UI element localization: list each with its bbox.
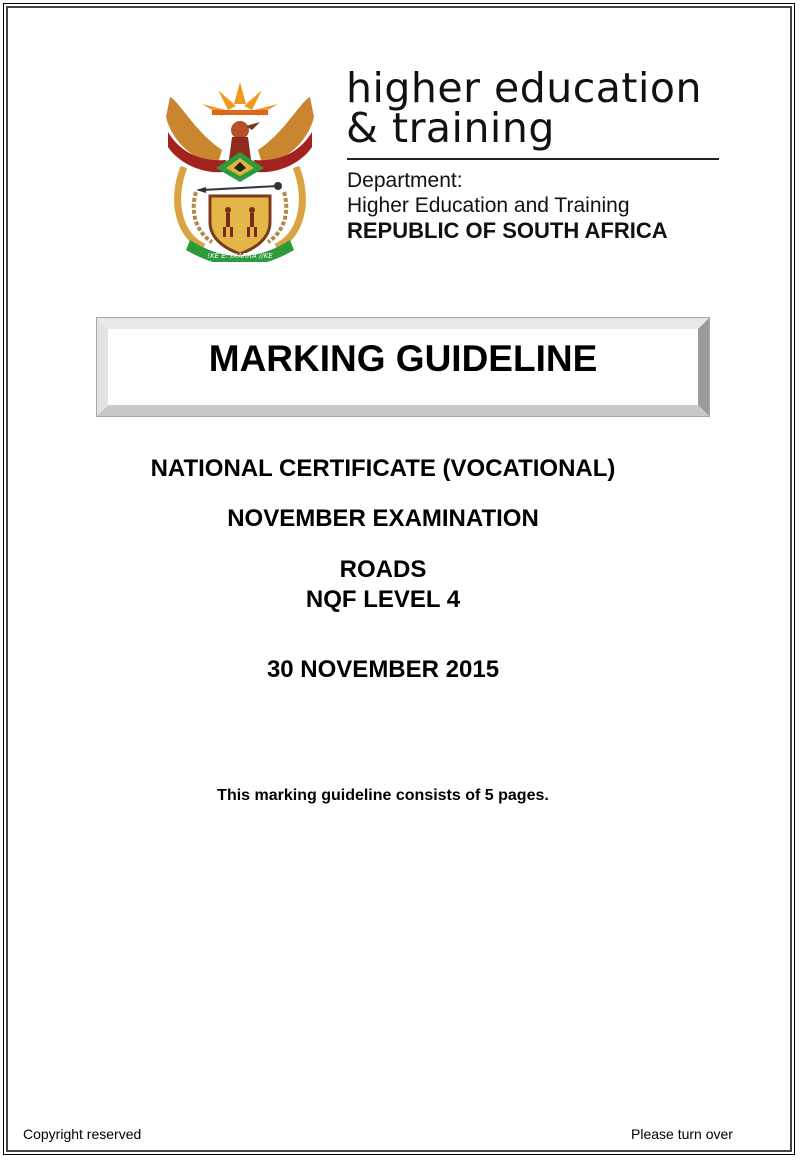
- brand-divider: [347, 158, 719, 160]
- coat-of-arms-icon: [160, 72, 320, 262]
- department-name: Higher Education and Training: [347, 194, 630, 217]
- certificate-heading: NATIONAL CERTIFICATE (VOCATIONAL): [150, 455, 616, 482]
- brand-line-2: & training: [346, 104, 555, 152]
- document-title: MARKING GUIDELINE: [208, 338, 598, 379]
- title-banner: [96, 317, 710, 417]
- department-label: Department:: [347, 169, 463, 192]
- exam-heading: NOVEMBER EXAMINATION: [227, 505, 539, 532]
- svg-text:!KE E: /XARRA //KE: !KE E: /XARRA //KE: [207, 252, 273, 260]
- brand-line-1: higher education: [346, 64, 702, 112]
- turn-over-footer: Please turn over: [631, 1126, 733, 1142]
- page-count-note: This marking guideline consists of 5 pages.: [217, 787, 549, 804]
- date-heading: 30 NOVEMBER 2015: [266, 656, 500, 683]
- brand-title: [346, 64, 702, 152]
- country-name: REPUBLIC OF SOUTH AFRICA: [347, 218, 668, 243]
- department-block: [347, 168, 668, 243]
- department-logo: [160, 64, 740, 262]
- subject-heading: ROADS: [339, 556, 427, 583]
- level-heading: NQF LEVEL 4: [305, 586, 461, 613]
- copyright-footer: Copyright reserved: [23, 1126, 142, 1142]
